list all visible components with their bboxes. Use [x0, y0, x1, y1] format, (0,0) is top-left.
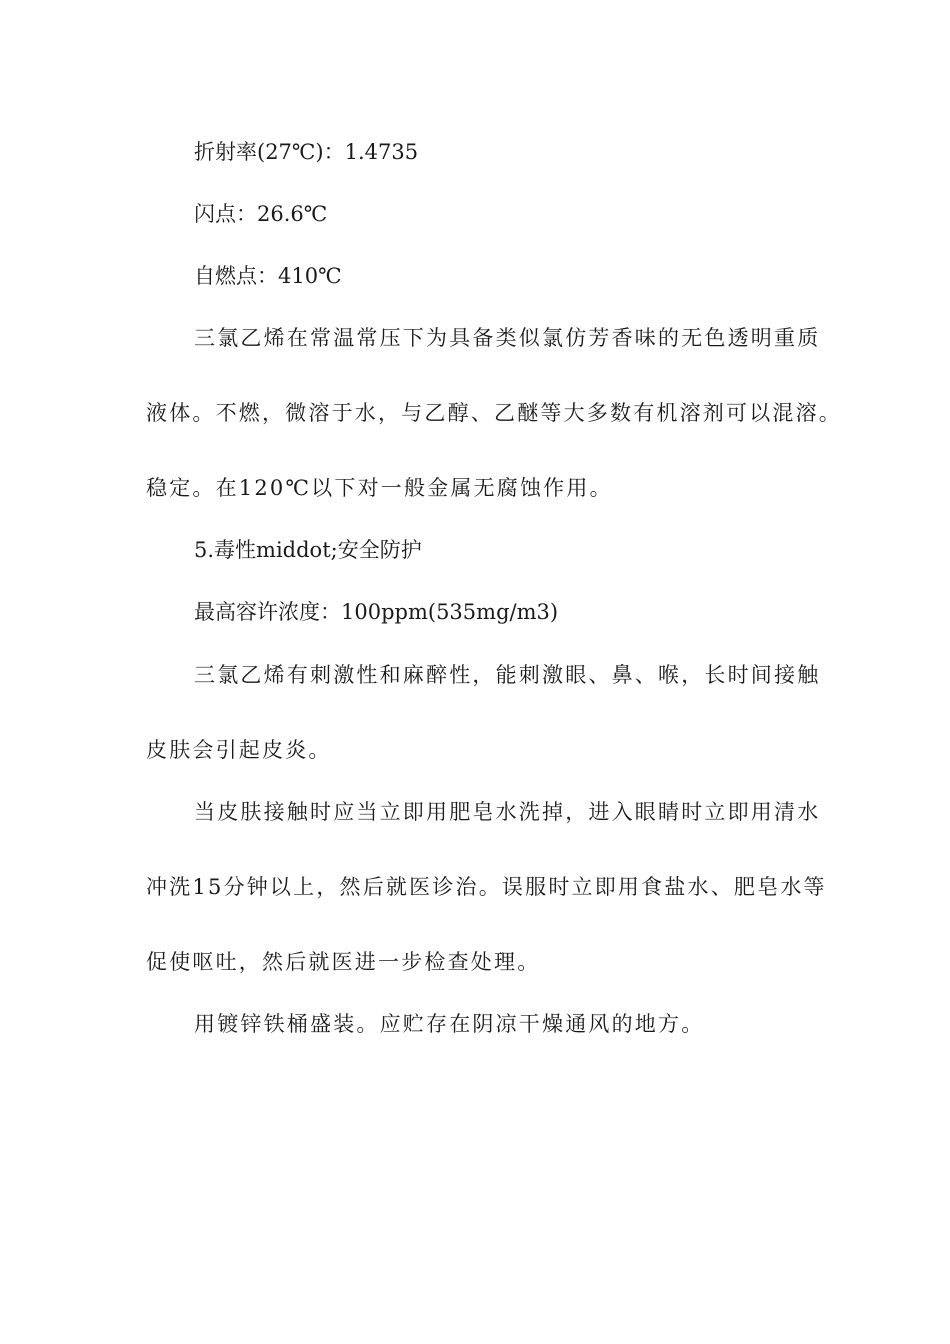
text-line: 最高容许浓度：100ppm(535mg/m3) [194, 600, 559, 624]
section-heading: 5.毒性middot;安全防护 [194, 538, 422, 562]
text-line: 用镀锌铁桶盛装。应贮存在阴凉干燥通风的地方。 [194, 1012, 705, 1036]
text-line: 当皮肤接触时应当立即用肥皂水洗掉，进入眼睛时立即用清水 [194, 800, 821, 824]
text-line: 自燃点：410℃ [194, 264, 342, 288]
text-line: 稳定。在120℃以下对一般金属无腐蚀作用。 [146, 476, 613, 500]
text-line: 三氯乙烯在常温常压下为具备类似氯仿芳香味的无色透明重质 [194, 326, 821, 350]
text-line: 闪点：26.6℃ [194, 202, 328, 226]
text-line: 三氯乙烯有刺激性和麻醉性，能刺激眼、鼻、喉，长时间接触 [194, 663, 821, 687]
text-line: 液体。不燃，微溶于水，与乙醇、乙醚等大多数有机溶剂可以混溶。 [146, 401, 842, 425]
text-line: 冲洗15分钟以上，然后就医诊治。误服时立即用食盐水、肥皂水等 [146, 875, 827, 899]
text-line: 皮肤会引起皮炎。 [146, 738, 332, 762]
text-line: 促使呕吐，然后就医进一步检查处理。 [146, 950, 541, 974]
text-line: 折射率(27℃)：1.4735 [194, 140, 419, 164]
